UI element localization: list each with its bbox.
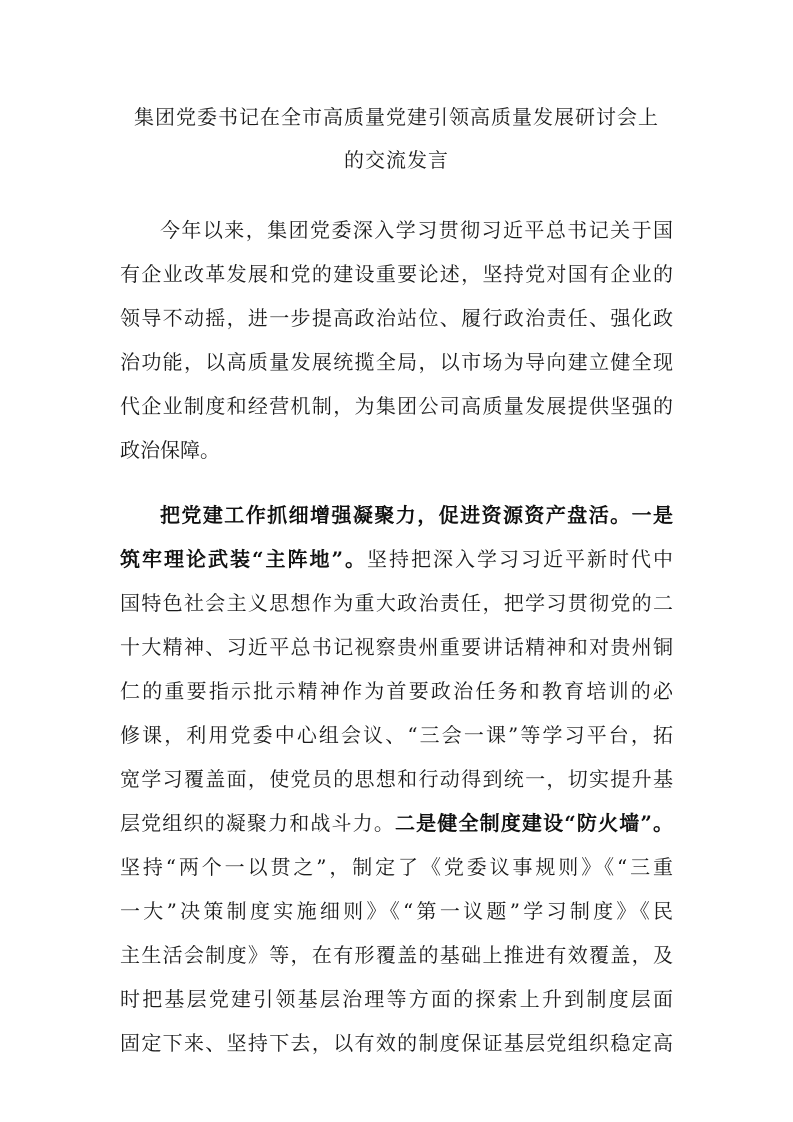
paragraph-2-line-2	[120, 544, 673, 574]
paragraph-1-line-4: 治功能，以高质量发展统揽全局，以市场为导向建立健全现	[120, 350, 673, 374]
paragraph-2-line-10: 一大”决策制度实施细则》《“第一议题”学习制度》《民	[120, 899, 673, 923]
paragraph-2-line-8-text: 层党组织的凝聚力和战斗力。	[120, 811, 395, 835]
paragraph-2-line-6: 修课，利用党委中心组会议、“三会一课”等学习平台，拓	[120, 723, 673, 747]
paragraph-2-line-13: 固定下来、坚持下去，以有效的制度保证基层党组织稳定高	[120, 1031, 673, 1055]
paragraph-1-line-1: 今年以来，集团党委深入学习贯彻习近平总书记关于国	[160, 218, 673, 242]
paragraph-2-line-12: 时把基层党建引领基层治理等方面的探索上升到制度层面	[120, 987, 673, 1011]
paragraph-1-line-2: 有企业改革发展和党的建设重要论述，坚持党对国有企业的	[120, 262, 673, 286]
subheading-theory: 筑牢理论武装“主阵地”。	[120, 547, 368, 571]
paragraph-2-line-4: 十大精神、习近平总书记视察贵州重要讲话精神和对贵州铜	[120, 635, 673, 659]
paragraph-2-heading-line: 把党建工作抓细增强凝聚力，促进资源资产盘活。一是	[160, 503, 673, 527]
paragraph-1-line-6: 政治保障。	[120, 438, 220, 462]
document-title-line-2: 的交流发言	[344, 148, 449, 172]
document-title-line-1: 集团党委书记在全市高质量党建引领高质量发展研讨会上	[134, 105, 659, 129]
paragraph-1-line-5: 代企业制度和经营机制，为集团公司高质量发展提供坚强的	[120, 394, 673, 418]
paragraph-2-line-5: 仁的重要指示批示精神作为首要政治任务和教育培训的必	[120, 679, 673, 703]
paragraph-2-line-9: 坚持“两个一以贯之”，制定了《党委议事规则》《“三重	[120, 855, 673, 879]
paragraph-2-line-2-text: 坚持把深入学习习近平新时代中	[367, 547, 674, 571]
subheading-system: 二是健全制度建设“防火墙”。	[395, 811, 673, 835]
paragraph-2-line-3: 国特色社会主义思想作为重大政治责任，把学习贯彻党的二	[120, 591, 673, 615]
paragraph-1-line-3: 领导不动摇，进一步提高政治站位、履行政治责任、强化政	[120, 306, 673, 330]
paragraph-2-line-11: 主生活会制度》等，在有形覆盖的基础上推进有效覆盖，及	[120, 943, 673, 967]
paragraph-2-line-8	[120, 808, 673, 838]
paragraph-2-line-7: 宽学习覆盖面，使党员的思想和行动得到统一，切实提升基	[120, 767, 673, 791]
